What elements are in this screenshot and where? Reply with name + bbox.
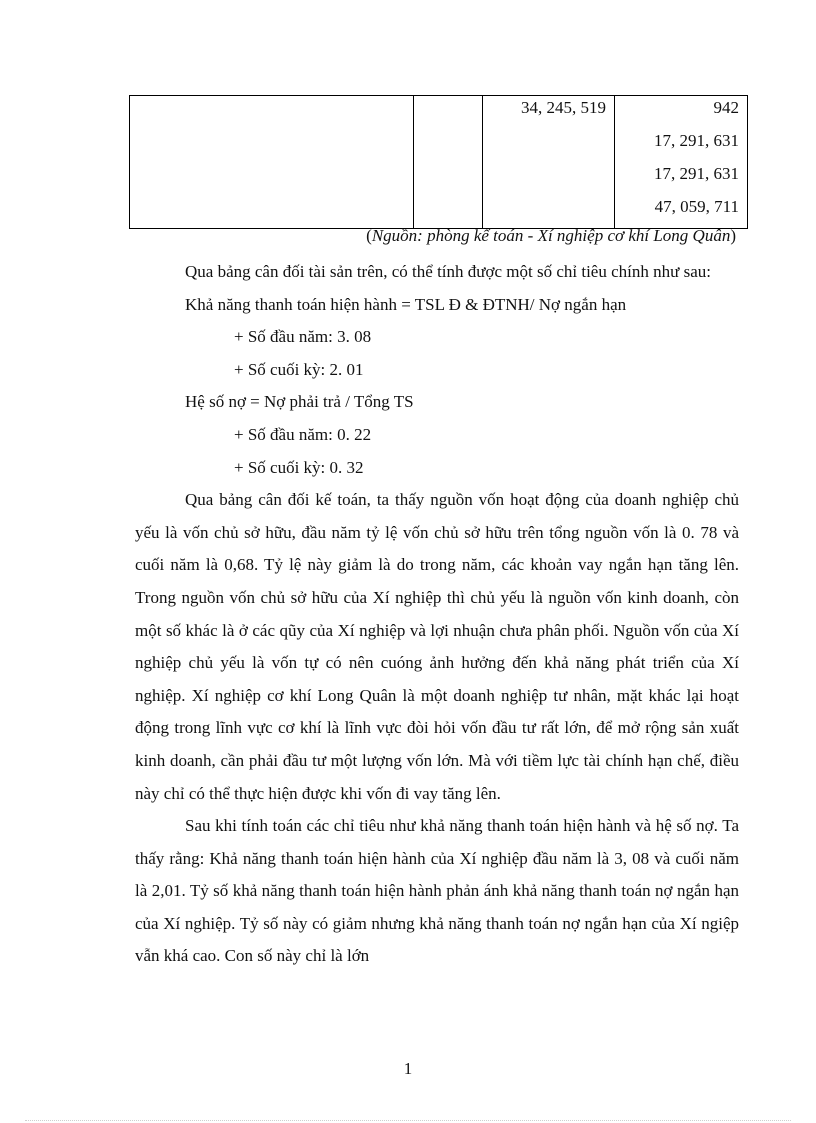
analysis-paragraph-2: Sau khi tính toán các chỉ tiêu như khả năng thanh toán hiện hành và hệ số nợ. Ta thấy rằng: Khả năng thanh toán hiện hành của Xí nghiệp đầu năm là 3, 08 và cuối năm là 2,01. Tỷ số khả năng thanh toán hiện hành phản ánh khả năng thanh toán nợ ngắn hạn của Xí nghiệp. Tỷ số này có giảm nhưng khả năng thanh toán nợ ngắn hạn của Xí ngiệp vẫn khá cao. Con số này chỉ là lớn xyxy=(135,816,739,966)
page-number: 1 xyxy=(403,1059,413,1078)
table-row xyxy=(130,96,748,229)
table-value: 34, 245, 519 xyxy=(521,98,606,117)
table-cell-empty-1 xyxy=(130,96,414,229)
source-open-paren: ( xyxy=(366,226,372,245)
debt-ratio-end: + Số cuối kỳ: 0. 32 xyxy=(234,457,364,477)
table-value: 17, 291, 631 xyxy=(654,131,739,150)
footer-divider xyxy=(25,1120,791,1121)
formula-debt-ratio: Hệ số nợ = Nợ phải trả / Tổng TS xyxy=(185,392,414,412)
table-cell-col4 xyxy=(615,96,748,229)
current-ratio-end: + Số cuối kỳ: 2. 01 xyxy=(234,359,364,379)
analysis-paragraph-1: Qua bảng cân đối kế toán, ta thấy nguồn vốn hoạt động của doanh nghiệp chủ yếu là vốn chủ sở hữu, đầu năm tỷ lệ vốn chủ sở hữu trên tổng nguồn vốn là 0. 78 và cuối năm là 0,68. Tỷ lệ này giảm là do trong năm, các khoản vay ngắn hạn tăng lên. Trong nguồn vốn chủ sở hữu của Xí nghiệp thì chủ yếu là nguồn vốn kinh doanh, còn một số khác là ở các qũy của Xí nghiệp và lợi nhuận chưa phân phối. Nguồn vốn của Xí nghiệp chủ yếu là vốn tự có nên cuóng ảnh hưởng đến khả năng phát triển của Xí nghiệp. Xí nghiệp cơ khí Long Quân là một doanh nghiệp tư nhân, mặt khác lại hoạt động trong lĩnh vực cơ khí là lĩnh vực đòi hỏi vốn đầu tư rất lớn, để mở rộng sản xuất kinh doanh, cần phải đầu tư một lượng vốn lớn. Mà với tiềm lực tài chính hạn chế, điều này chỉ có thể thực hiện được khi vốn đi vay tăng lên. xyxy=(135,490,739,803)
balance-table xyxy=(129,95,745,229)
table-value: 47, 059, 711 xyxy=(654,197,739,216)
document-body xyxy=(135,256,739,973)
debt-ratio-start: + Số đầu năm: 0. 22 xyxy=(234,424,372,444)
formula-current-ratio: Khả năng thanh toán hiện hành = TSL Đ & ĐTNH/ Nợ ngắn hạn xyxy=(185,294,627,314)
source-text: Nguồn: phòng kế toán - Xí nghiệp cơ khí Long Quân xyxy=(371,226,731,245)
balance-table-grid xyxy=(129,95,748,229)
table-value: 942 xyxy=(713,98,739,117)
source-close-paren: ) xyxy=(730,226,736,245)
table-cell-empty-2 xyxy=(414,96,483,229)
intro-paragraph: Qua bảng cân đối tài sản trên, có thể tính được một số chỉ tiêu chính như sau: xyxy=(185,262,711,281)
current-ratio-start: + Số đầu năm: 3. 08 xyxy=(234,327,372,347)
table-cell-col3 xyxy=(483,96,615,229)
table-value: 17, 291, 631 xyxy=(654,164,739,183)
source-note xyxy=(366,226,736,246)
